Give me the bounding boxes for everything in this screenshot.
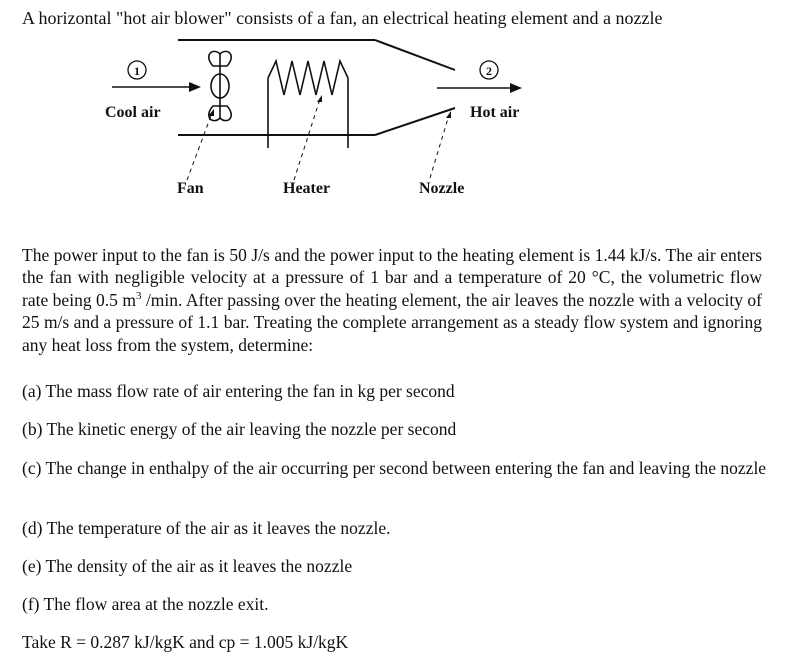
given-constants: Take R = 0.287 kJ/kgK and cp = 1.005 kJ/kgK	[22, 632, 349, 652]
statement-line-5: arrangement as a steady flow system and ignoring any heat loss from the system, determine:	[22, 312, 763, 355]
problem-statement	[22, 244, 762, 356]
cubic-superscript: 3	[135, 289, 142, 302]
problem-title: A horizontal "hot air blower" consists of a fan, an electrical heating element and a nozzle	[22, 8, 663, 28]
nozzle-top-wall	[375, 40, 455, 70]
inlet-arrow-head	[189, 82, 201, 92]
statement-line-3-end: /min. After passing over the heating element, the air leaves	[141, 289, 559, 310]
statement-line-4: the nozzle with a velocity of 25 m/s and a pressure of 1.1 bar. Treating the complete	[22, 289, 762, 333]
question-e: (e) The density of the air as it leaves the nozzle	[22, 556, 353, 576]
heater-leader-arrow	[317, 95, 322, 102]
inlet-label: Cool air	[105, 104, 161, 121]
heater-coil-icon	[268, 61, 348, 95]
fan-icon	[209, 51, 231, 120]
statement-line-3-start: volumetric flow rate being 0.5 m	[22, 267, 763, 310]
statement-line-1: The power input to the fan is 50 J/s and the power input to the heating element is 1.44 kJ/s. The	[22, 245, 693, 265]
outlet-arrow-head	[510, 83, 522, 93]
fan-label: Fan	[177, 180, 204, 197]
nozzle-leader-arrow	[446, 111, 451, 118]
question-f: (f) The flow area at the nozzle exit.	[22, 594, 269, 614]
station-1-number: 1	[134, 64, 140, 78]
question-c: (c) The change in enthalpy of the air occurring per second between entering the fan and leaving the nozzle	[22, 458, 767, 478]
nozzle-label: Nozzle	[419, 180, 465, 197]
heater-label: Heater	[283, 180, 331, 197]
fan-leader-line	[187, 113, 212, 180]
statement-line-2: air enters the fan with negligible velocity at a pressure of 1 bar and a temperature of 20 °C, the	[22, 245, 762, 288]
question-b: (b) The kinetic energy of the air leaving the nozzle per second	[22, 419, 457, 439]
station-2-number: 2	[486, 64, 492, 78]
question-a: (a) The mass flow rate of air entering the fan in kg per second	[22, 381, 455, 401]
nozzle-bottom-wall	[375, 108, 455, 135]
nozzle-leader-line	[430, 115, 449, 178]
question-d: (d) The temperature of the air as it leaves the nozzle.	[22, 518, 391, 538]
outlet-label: Hot air	[470, 104, 520, 121]
heater-leader-line	[294, 99, 320, 180]
hot-air-blower-diagram	[0, 30, 792, 210]
